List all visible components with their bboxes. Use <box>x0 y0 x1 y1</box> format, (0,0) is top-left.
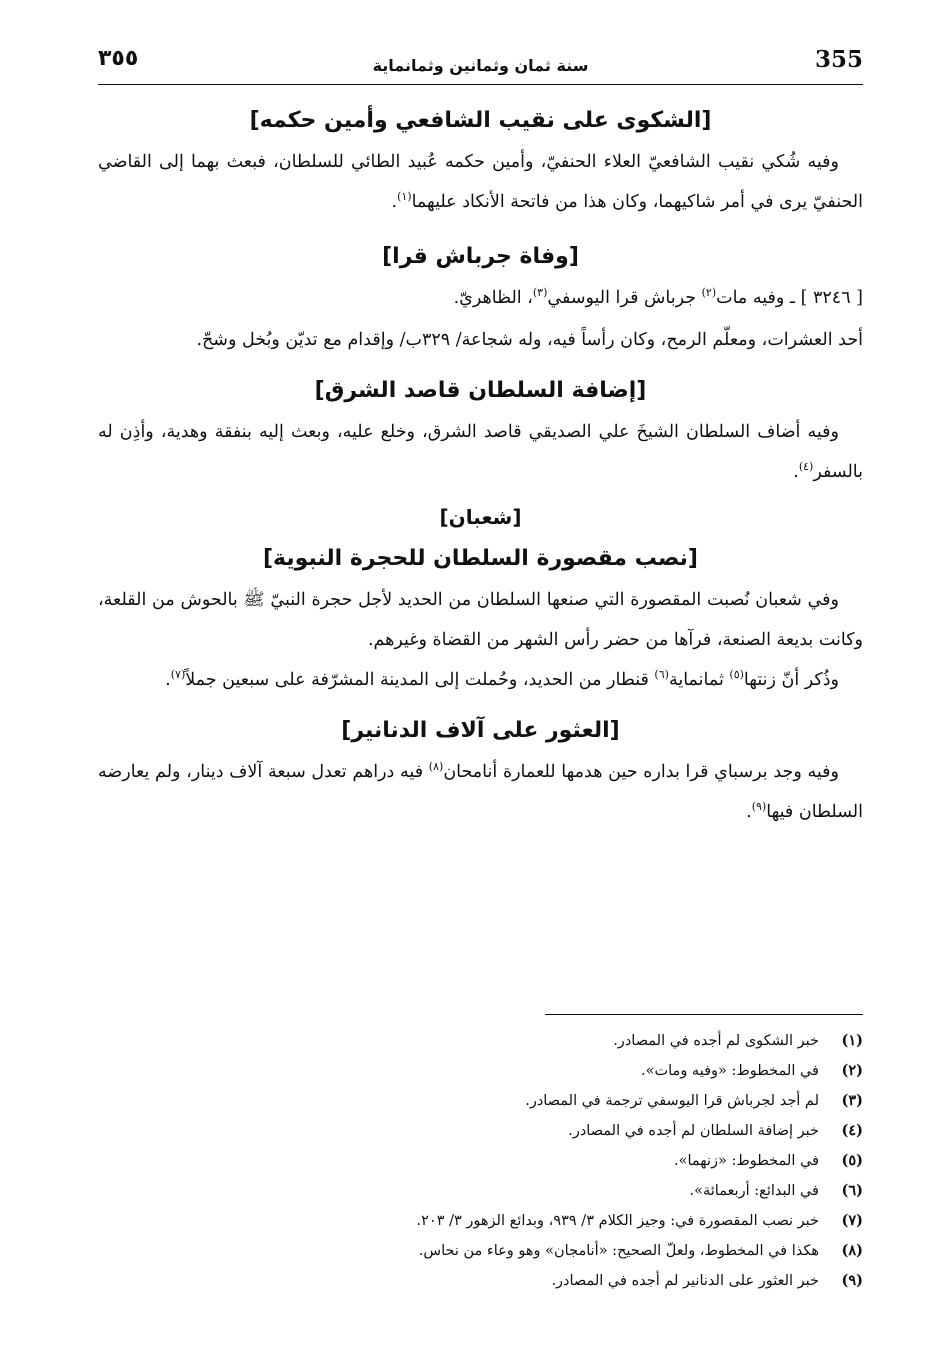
section-heading-dinars: [العثور على آلاف الدنانير] <box>341 718 620 743</box>
paragraph-complaint <box>98 142 863 222</box>
footnote-text: لم أجد لجرباش قرا اليوسفي ترجمة في المصادر. <box>525 1093 819 1109</box>
paragraph-maqsura-weight <box>98 660 863 700</box>
paragraph-text-b: فيه دراهم تعدل سبعة آلاف دينار، ولم يعارضه السلطان فيها <box>98 762 863 822</box>
footnote-ref-8[interactable]: (٨) <box>428 760 444 774</box>
paragraph-death: أحد العشرات، ومعلّم الرمح، وكان رأساً فيه، وله شجاعة/ ٣٢٩ب/ وإقدام مع تديّن وبُخل وشحّ. <box>196 330 863 350</box>
entry-line <box>98 278 863 318</box>
paragraph-dinars <box>98 752 863 832</box>
footnote-number: (٥) <box>841 1152 863 1169</box>
footnote-number: (٦) <box>841 1182 863 1199</box>
footnote-number: (٩) <box>841 1272 863 1289</box>
footnote-item <box>98 1026 863 1056</box>
footnote-item <box>98 1206 863 1236</box>
footnote-text: في المخطوط: «زنهما». <box>674 1153 819 1169</box>
paragraph-end: . <box>391 192 398 212</box>
footnote-divider <box>545 1014 863 1015</box>
entry-text-a: ـ وفيه مات <box>716 288 801 308</box>
footnote-number: (٢) <box>841 1062 863 1079</box>
section-heading-envoy: [إضافة السلطان قاصد الشرق] <box>314 378 647 403</box>
footnote-item <box>98 1236 863 1266</box>
footnote-text: خبر نصب المقصورة في: وجيز الكلام ٣/ ٩٣٩، وبدائع الزهور ٣/ ٢٠٣. <box>416 1213 819 1229</box>
section-heading-complaint: [الشكوى على نقيب الشافعي وأمين حكمه] <box>249 108 712 133</box>
footnote-text: خبر الشكوى لم أجده في المصادر. <box>613 1033 819 1049</box>
entry-number: [ ٣٢٤٦ ] <box>800 288 863 308</box>
paragraph-text: وفيه شُكي نقيب الشافعيّ العلاء الحنفيّ، وأمين حكمه عُبيد الطائي للسلطان، فبعث بهما إلى القاضي الحنفيّ يرى في أمر شاكيهما، وكان هذا من فاتحة الأنكاد عليهما <box>98 152 863 212</box>
footnote-item <box>98 1116 863 1146</box>
footnote-text: هكذا في المخطوط، ولعلّ الصحيح: «أنامجان» وهو وعاء من نحاس. <box>418 1243 819 1259</box>
entry-text-b: جرباش قرا اليوسفي <box>547 288 702 308</box>
paragraph-text: وفيه أضاف السلطان الشيخَ علي الصديقي قاصد الشرق، وخلع عليه، وبعث إليه بنفقة وهدية، وأذِن له بالسفر <box>98 422 863 482</box>
footnote-ref-2[interactable]: (٢) <box>701 286 717 300</box>
footnote-number: (٧) <box>841 1212 863 1229</box>
footnote-ref-4[interactable]: (٤) <box>798 460 814 474</box>
entry-text-c: ، الظاهريّ. <box>453 288 533 308</box>
footnote-item <box>98 1146 863 1176</box>
paragraph-maqsura: وفي شعبان نُصبت المقصورة التي صنعها السلطان من الحديد لأجل حجرة النبيّ ﷺ بالحوش من القلعة، وكانت بديعة الصنعة، فرآها من حضر رأس الشهر من القضاة وغيرهم. <box>98 590 863 650</box>
paragraph-text-a: وفيه وجد برسباي قرا بداره حين هدمها للعمارة أنامحان <box>443 762 839 782</box>
paragraph-end: . <box>793 462 799 482</box>
footnote-text: في البدائع: أربعمائة». <box>689 1183 819 1199</box>
running-title: سنة ثمان وثمانين وثمانماية <box>372 56 589 75</box>
footnote-number: (١) <box>841 1032 863 1049</box>
footnote-number: (٨) <box>841 1242 863 1259</box>
footnote-item <box>98 1176 863 1206</box>
footnote-number: (٣) <box>841 1092 863 1109</box>
footnote-item <box>98 1056 863 1086</box>
paragraph-text-b: ثمانماية <box>668 670 730 690</box>
paragraph-end: . <box>746 802 752 822</box>
footnote-ref-6[interactable]: (٦) <box>654 668 669 682</box>
paragraph-text-a: وذُكر أنّ زنتها <box>743 670 839 690</box>
footnote-text: في المخطوط: «وفيه ومات». <box>641 1063 819 1079</box>
footnote-ref-3[interactable]: (٣) <box>532 286 548 300</box>
footnote-ref-9[interactable]: (٩) <box>751 800 767 814</box>
footnotes <box>98 1026 863 1296</box>
footnote-ref-5[interactable]: (٥) <box>729 668 744 682</box>
footnote-item <box>98 1086 863 1116</box>
footnote-ref-7[interactable]: (٧) <box>170 668 186 682</box>
footnote-item <box>98 1266 863 1296</box>
paragraph-end: . <box>165 670 171 690</box>
page-number-latin: 355 <box>814 46 863 73</box>
month-heading-shaban: [شعبان] <box>439 505 522 529</box>
footnote-ref-1[interactable]: (١) <box>397 190 412 204</box>
paragraph-text-c: قنطار من الحديد، وحُملت إلى المدينة المشرّفة على سبعين جملاً <box>185 670 655 690</box>
footnote-number: (٤) <box>841 1122 863 1139</box>
section-heading-death: [وفاة جرباش قرا] <box>382 244 579 269</box>
footnote-text: خبر العثور على الدنانير لم أجده في المصادر. <box>551 1273 819 1289</box>
paragraph-envoy <box>98 412 863 492</box>
footnote-text: خبر إضافة السلطان لم أجده في المصادر. <box>568 1123 819 1139</box>
section-heading-maqsura: [نصب مقصورة السلطان للحجرة النبوية] <box>263 546 698 571</box>
main-text <box>98 100 863 832</box>
page-number-arabic: ٣٥٥ <box>98 46 139 71</box>
page-header <box>98 44 863 85</box>
